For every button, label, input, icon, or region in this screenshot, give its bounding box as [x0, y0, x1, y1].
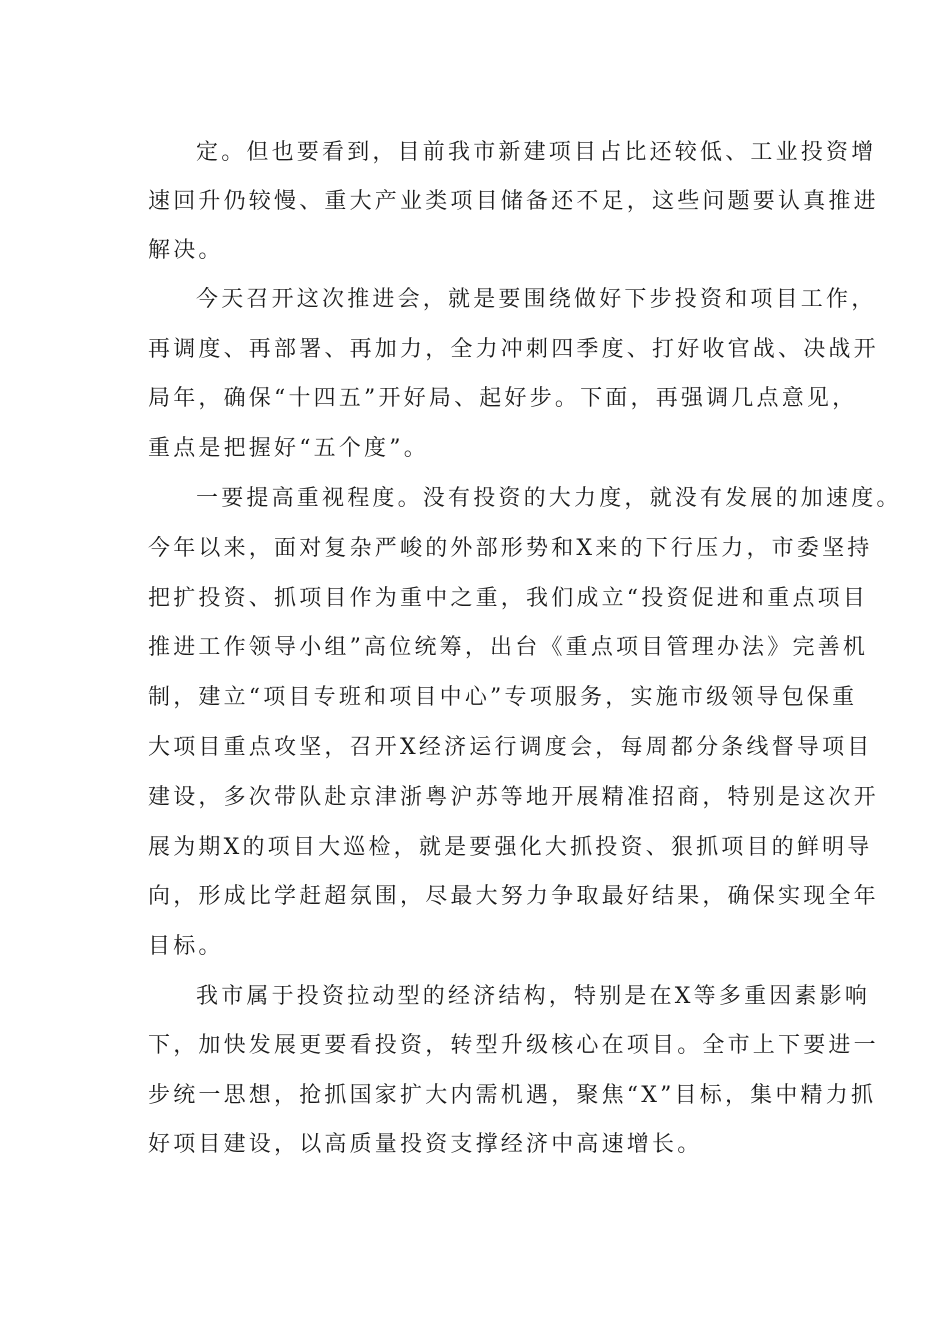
text-line: 再调度、再部署、再加力，全力冲刺四季度、打好收官战、决战开	[148, 337, 879, 362]
text-line: 建设，多次带队赴京津浙粤沪苏等地开展精准招商，特别是这次开	[148, 785, 879, 810]
text-line: 今天召开这次推进会，就是要围绕做好下步投资和项目工作，	[196, 287, 877, 312]
text-line: 速回升仍较慢、重大产业类项目储备还不足，这些问题要认真推进	[148, 189, 879, 214]
text-line: 把扩投资、抓项目作为重中之重，我们成立“投资促进和重点项目	[148, 586, 869, 611]
text-line: 向，形成比学赶超氛围，尽最大努力争取最好结果，确保实现全年	[148, 884, 879, 909]
text-line: 一要提高重视程度。没有投资的大力度，就没有发展的加速度。	[196, 486, 902, 511]
text-line: 好项目建设，以高质量投资支撑经济中高速增长。	[148, 1132, 703, 1157]
text-line: 今年以来，面对复杂严峻的外部形势和X来的下行压力，市委坚持	[148, 536, 873, 561]
text-line: 制，建立“项目专班和项目中心”专项服务，实施市级领导包保重	[148, 685, 858, 710]
text-line: 定。但也要看到，目前我市新建项目占比还较低、工业投资增	[196, 140, 877, 165]
text-line: 推进工作领导小组”高位统筹，出台《重点项目管理办法》完善机	[148, 635, 869, 660]
text-line: 展为期X的项目大巡检，就是要强化大抓投资、狠抓项目的鲜明导	[148, 835, 873, 860]
text-line: 下，加快发展更要看投资，转型升级核心在项目。全市上下要进一	[148, 1033, 879, 1058]
text-line: 我市属于投资拉动型的经济结构，特别是在X等多重因素影响	[196, 984, 871, 1009]
text-line: 局年，确保“十四五”开好局、起好步。下面，再强调几点意见，	[148, 386, 858, 411]
text-line: 大项目重点攻坚，召开X经济运行调度会，每周都分条线督导项目	[148, 735, 873, 760]
text-line: 重点是把握好“五个度”。	[148, 436, 429, 461]
text-line: 目标。	[148, 934, 224, 959]
text-line: 解决。	[148, 238, 224, 263]
text-line: 步统一思想，抢抓国家扩大内需机遇，聚焦“X”目标，集中精力抓	[148, 1083, 877, 1108]
